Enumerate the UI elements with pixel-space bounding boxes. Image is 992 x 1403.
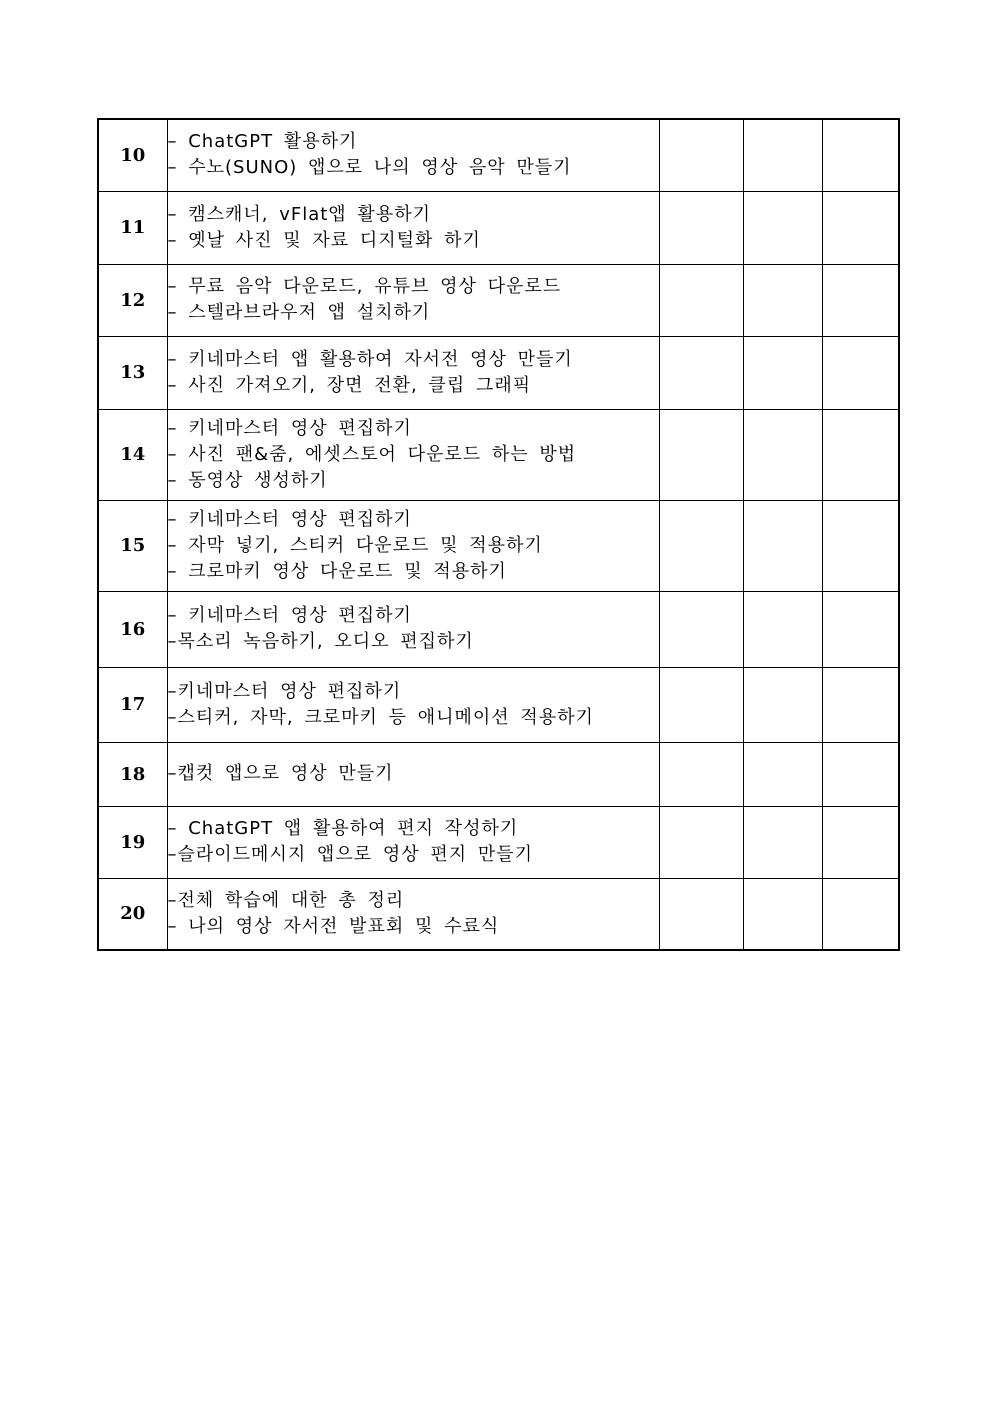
table-row [98,667,899,742]
session-number: 10 [98,119,167,191]
content-line: –캡컷 앱으로 영상 만들기 [167,763,394,784]
table-row [98,191,899,264]
blank-cell [822,591,899,667]
content-line: – 사진 가져오기, 장면 전환, 클립 그래픽 [167,374,532,396]
session-number: 14 [98,409,167,500]
content-line: –키네마스터 영상 편집하기 [167,680,402,702]
content-line: – 크로마키 영상 다운로드 및 적용하기 [167,560,507,582]
session-content [167,336,659,409]
blank-cell [822,878,899,950]
blank-cell [743,409,822,500]
session-number: 17 [98,667,167,742]
blank-cell [743,742,822,806]
content-line: – 수노(SUNO) 앱으로 나의 영상 음악 만들기 [167,157,572,179]
table-row [98,878,899,950]
table-row [98,742,899,806]
content-line: – 옛날 사진 및 자료 디지털화 하기 [167,229,481,251]
content-line: –스티커, 자막, 크로마키 등 애니메이션 적용하기 [167,706,594,728]
blank-cell [822,500,899,591]
blank-cell [659,119,743,191]
content-line: – 키네마스터 영상 편집하기 [167,605,412,626]
table-row [98,336,899,409]
session-number: 16 [98,591,167,667]
blank-cell [659,500,743,591]
content-line: – 무료 음악 다운로드, 유튜브 영상 다운로드 [167,276,562,297]
blank-cell [743,119,822,191]
blank-cell [822,191,899,264]
content-line: – 키네마스터 앱 활용하여 자서전 영상 만들기 [167,348,573,370]
blank-cell [822,409,899,500]
content-line: – 키네마스터 영상 편집하기 [167,508,412,530]
session-content [167,409,659,500]
session-number: 20 [98,878,167,950]
blank-cell [743,191,822,264]
blank-cell [743,667,822,742]
blank-cell [659,591,743,667]
blank-cell [659,806,743,878]
curriculum-table-body [98,119,899,950]
blank-cell [822,264,899,336]
table-row [98,500,899,591]
blank-cell [822,667,899,742]
session-content [167,264,659,336]
blank-cell [659,409,743,500]
session-number: 19 [98,806,167,878]
blank-cell [743,591,822,667]
curriculum-table [97,118,900,951]
session-content [167,742,659,806]
table-row [98,119,899,191]
blank-cell [659,878,743,950]
table-row [98,409,899,500]
blank-cell [743,878,822,950]
session-content [167,806,659,878]
content-line: – 나의 영상 자서전 발표회 및 수료식 [167,915,500,937]
session-content [167,878,659,950]
session-number: 18 [98,742,167,806]
session-content [167,591,659,667]
blank-cell [659,667,743,742]
session-content [167,500,659,591]
blank-cell [659,742,743,806]
session-content [167,667,659,742]
content-line: – 자막 넣기, 스티커 다운로드 및 적용하기 [167,534,543,556]
blank-cell [822,806,899,878]
blank-cell [659,264,743,336]
session-content [167,119,659,191]
content-line: – 동영상 생성하기 [167,469,328,491]
session-number: 11 [98,191,167,264]
content-line: – 캠스캐너, vFlat앱 활용하기 [167,203,431,225]
blank-cell [659,336,743,409]
table-row [98,591,899,667]
blank-cell [743,806,822,878]
content-line: – ChatGPT 앱 활용하여 편지 작성하기 [167,818,519,839]
session-number: 15 [98,500,167,591]
content-line: –전체 학습에 대한 총 정리 [167,889,405,911]
table-row [98,806,899,878]
blank-cell [659,191,743,264]
blank-cell [743,500,822,591]
session-number: 12 [98,264,167,336]
table-row [98,264,899,336]
blank-cell [822,119,899,191]
session-content [167,191,659,264]
blank-cell [822,336,899,409]
blank-cell [743,264,822,336]
content-line: – ChatGPT 활용하기 [167,131,358,153]
content-line: – 스텔라브라우저 앱 설치하기 [167,302,431,323]
content-line: –목소리 녹음하기, 오디오 편집하기 [167,631,474,652]
content-line: – 키네마스터 영상 편집하기 [167,417,412,439]
blank-cell [743,336,822,409]
content-line: – 사진 팬&줌, 에셋스토어 다운로드 하는 방법 [167,443,577,465]
session-number: 13 [98,336,167,409]
blank-cell [822,742,899,806]
content-line: –슬라이드메시지 앱으로 영상 편지 만들기 [167,844,533,865]
